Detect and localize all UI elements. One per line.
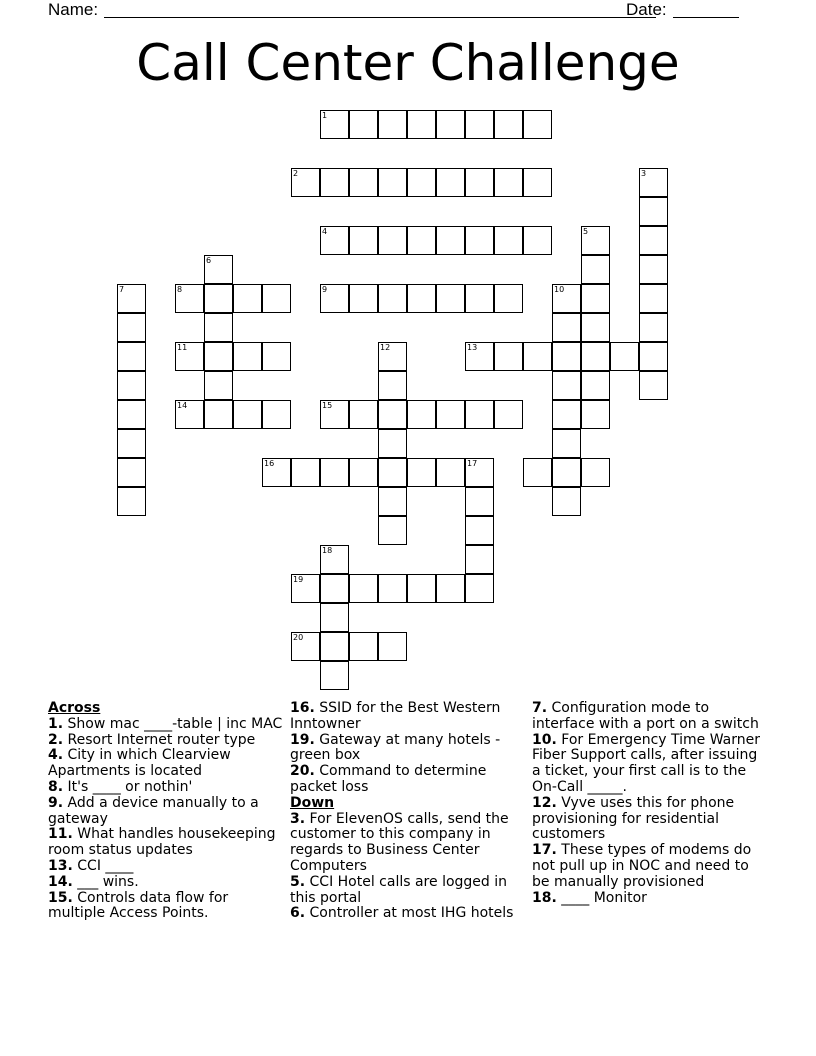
clue-number: 11. [48, 826, 73, 843]
crossword-cell[interactable] [204, 371, 233, 400]
crossword-cell[interactable] [465, 284, 494, 313]
cell-number: 9 [322, 285, 328, 294]
clue-heading: Down [290, 794, 335, 811]
crossword-cell[interactable] [436, 226, 465, 255]
crossword-cell[interactable] [639, 197, 668, 226]
crossword-cell[interactable] [552, 487, 581, 516]
crossword-cell[interactable] [349, 284, 378, 313]
clue-number: 8. [48, 778, 64, 795]
crossword-cell[interactable] [581, 313, 610, 342]
crossword-cell[interactable] [378, 632, 407, 661]
clue-text: Configuration mode to interface with a port on a switch [532, 700, 759, 732]
clue-item [290, 875, 526, 907]
crossword-cell[interactable] [291, 168, 320, 197]
crossword-cell[interactable] [407, 110, 436, 139]
crossword-cell[interactable] [349, 458, 378, 487]
crossword-cell[interactable] [175, 284, 204, 313]
cell-number: 6 [206, 256, 212, 265]
clue-item [532, 891, 768, 907]
clue-item [48, 717, 284, 733]
crossword-cell[interactable] [117, 313, 146, 342]
clue-number: 15. [48, 889, 73, 906]
crossword-cell[interactable] [552, 284, 581, 313]
crossword-cell[interactable] [378, 226, 407, 255]
crossword-cell[interactable] [117, 458, 146, 487]
clue-item [290, 733, 526, 765]
crossword-cell[interactable] [320, 400, 349, 429]
crossword-cell[interactable] [639, 255, 668, 284]
crossword-cell[interactable] [639, 284, 668, 313]
page-title: Call Center Challenge [136, 34, 680, 92]
clue-text: These types of modems do not pull up in NOC and need to be manually provisioned [532, 842, 752, 890]
clue-text: Controls data flow for multiple Access Points. [48, 889, 229, 922]
crossword-cell[interactable] [639, 168, 668, 197]
clue-text: Controller at most IHG hotels [309, 905, 514, 922]
clue-item [48, 859, 284, 875]
crossword-cell[interactable] [349, 574, 378, 603]
crossword-cell[interactable] [117, 429, 146, 458]
crossword-cell[interactable] [378, 284, 407, 313]
crossword-cell[interactable] [320, 661, 349, 690]
crossword-cell[interactable] [436, 458, 465, 487]
crossword-cell[interactable] [117, 284, 146, 313]
crossword-cell[interactable] [581, 400, 610, 429]
crossword-cell[interactable] [175, 400, 204, 429]
clues-column-3 [532, 701, 768, 906]
cell-number: 7 [119, 285, 125, 294]
crossword-cell[interactable] [407, 458, 436, 487]
clue-text: Resort Internet router type [67, 731, 256, 748]
crossword-cell[interactable] [581, 342, 610, 371]
clue-text: What handles housekeeping room status updates [48, 826, 276, 859]
clue-number: 19. [290, 731, 315, 748]
crossword-cell[interactable] [291, 632, 320, 661]
crossword-cell[interactable] [581, 255, 610, 284]
clue-item [48, 796, 284, 828]
clue-number: 18. [532, 889, 557, 906]
crossword-cell[interactable] [320, 574, 349, 603]
cell-number: 4 [322, 227, 328, 236]
crossword-cell[interactable] [552, 342, 581, 371]
crossword-cell[interactable] [407, 168, 436, 197]
clue-number: 5. [290, 873, 306, 890]
crossword-cell[interactable] [378, 516, 407, 545]
crossword-cell[interactable] [552, 400, 581, 429]
clue-text: For ElevenOS calls, send the customer to this company in regards to Business Center Computers [290, 810, 509, 874]
crossword-cell[interactable] [465, 168, 494, 197]
crossword-cell[interactable] [494, 400, 523, 429]
crossword-cell[interactable] [349, 632, 378, 661]
clue-item [48, 733, 284, 749]
clue-number: 12. [532, 794, 557, 811]
crossword-cell[interactable] [378, 487, 407, 516]
crossword-cell[interactable] [552, 313, 581, 342]
clue-item [290, 701, 526, 733]
crossword-cell[interactable] [378, 400, 407, 429]
cell-number: 10 [554, 285, 565, 294]
crossword-cell[interactable] [320, 603, 349, 632]
crossword-cell[interactable] [552, 371, 581, 400]
crossword-cell[interactable] [378, 574, 407, 603]
clue-item [532, 701, 768, 733]
crossword-cell[interactable] [494, 284, 523, 313]
crossword-cell[interactable] [465, 458, 494, 487]
clue-number: 14. [48, 873, 73, 890]
clue-text: It's ____ or nothin' [67, 778, 193, 795]
crossword-cell[interactable] [465, 516, 494, 545]
name-label: Name: [48, 0, 99, 19]
crossword-cell[interactable] [320, 226, 349, 255]
crossword-cell[interactable] [378, 429, 407, 458]
crossword-cell[interactable] [436, 574, 465, 603]
crossword-cell[interactable] [639, 226, 668, 255]
crossword-cell[interactable] [262, 284, 291, 313]
clue-text: ____ Monitor [561, 889, 647, 906]
clue-item [532, 843, 768, 890]
crossword-cell[interactable] [378, 168, 407, 197]
crossword-cell[interactable] [262, 342, 291, 371]
crossword-cell[interactable] [639, 371, 668, 400]
cell-number: 13 [467, 343, 478, 352]
crossword-cell[interactable] [494, 226, 523, 255]
cell-number: 8 [177, 285, 183, 294]
crossword-cell[interactable] [436, 168, 465, 197]
clue-text: City in which Clearview Apartments is located [48, 747, 231, 780]
crossword-cell[interactable] [552, 429, 581, 458]
crossword-cell[interactable] [349, 400, 378, 429]
crossword-cell[interactable] [407, 400, 436, 429]
crossword-cell[interactable] [204, 400, 233, 429]
clue-text: Add a device manually to a gateway [48, 794, 259, 827]
clue-text: CCI Hotel calls are logged in this portal [290, 873, 508, 906]
cell-number: 14 [177, 401, 188, 410]
crossword-cell[interactable] [349, 110, 378, 139]
cell-number: 12 [380, 343, 391, 352]
crossword-cell[interactable] [407, 284, 436, 313]
crossword-cell[interactable] [291, 458, 320, 487]
clue-text: CCI ____ [77, 857, 134, 874]
crossword-cell[interactable] [465, 342, 494, 371]
clue-text: Vyve uses this for phone provisioning for residential customers [532, 794, 735, 843]
cell-number: 19 [293, 575, 304, 584]
date-label: Date: [626, 0, 667, 19]
clue-item [48, 891, 284, 923]
clue-number: 6. [290, 905, 306, 922]
clue-item [48, 748, 284, 780]
crossword-cell[interactable] [436, 400, 465, 429]
crossword-cell[interactable] [291, 574, 320, 603]
crossword-cell[interactable] [233, 284, 262, 313]
cell-number: 16 [264, 459, 275, 468]
clue-text: ___ wins. [77, 873, 139, 890]
clue-item [48, 875, 284, 891]
clue-number: 7. [532, 700, 548, 716]
crossword-cell[interactable] [581, 371, 610, 400]
crossword-cell[interactable] [581, 284, 610, 313]
crossword-cell[interactable] [349, 226, 378, 255]
clue-text: For Emergency Time Warner Fiber Support calls, after issuing a ticket, your first call is to the On-Call _____. [532, 731, 760, 795]
crossword-cell[interactable] [233, 342, 262, 371]
crossword-cell[interactable] [523, 110, 552, 139]
crossword-cell[interactable] [204, 284, 233, 313]
crossword-cell[interactable] [465, 110, 494, 139]
clues-column-1 [48, 701, 284, 922]
crossword-cell[interactable] [204, 313, 233, 342]
crossword-cell[interactable] [465, 226, 494, 255]
clue-text: Command to determine packet loss [290, 763, 487, 795]
crossword-cell[interactable] [349, 168, 378, 197]
crossword-cell[interactable] [378, 110, 407, 139]
cell-number: 2 [293, 169, 299, 178]
clue-number: 16. [290, 700, 315, 716]
cell-number: 3 [641, 169, 647, 178]
crossword-cell[interactable] [552, 458, 581, 487]
clue-text: SSID for the Best Western Inntowner [290, 700, 501, 732]
crossword-cell[interactable] [465, 400, 494, 429]
crossword-cell[interactable] [378, 371, 407, 400]
crossword-cell[interactable] [117, 342, 146, 371]
clue-number: 20. [290, 763, 315, 780]
crossword-cell[interactable] [494, 110, 523, 139]
clue-text: Show mac ____-table | inc MAC [67, 715, 283, 732]
cell-number: 5 [583, 227, 589, 236]
clue-number: 3. [290, 810, 306, 827]
crossword-cell[interactable] [204, 255, 233, 284]
clue-item [290, 906, 526, 922]
crossword-cell[interactable] [320, 632, 349, 661]
clue-number: 13. [48, 857, 73, 874]
cell-number: 15 [322, 401, 333, 410]
crossword-cell[interactable] [378, 458, 407, 487]
clue-number: 17. [532, 842, 557, 859]
crossword-cell[interactable] [320, 168, 349, 197]
crossword-cell[interactable] [436, 284, 465, 313]
crossword-cell[interactable] [436, 110, 465, 139]
clue-item [48, 780, 284, 796]
clue-number: 1. [48, 715, 64, 732]
clue-item [532, 733, 768, 796]
crossword-cell[interactable] [639, 313, 668, 342]
crossword-cell[interactable] [465, 574, 494, 603]
crossword-cell[interactable] [233, 400, 262, 429]
crossword-cell[interactable] [204, 342, 233, 371]
clue-text: Gateway at many hotels - green box [290, 731, 501, 764]
clues-column-2 [290, 701, 526, 922]
crossword-cell[interactable] [262, 400, 291, 429]
crossword-cell[interactable] [494, 168, 523, 197]
crossword-cell[interactable] [465, 487, 494, 516]
crossword-cell[interactable] [523, 342, 552, 371]
crossword-cell[interactable] [262, 458, 291, 487]
clue-number: 4. [48, 747, 64, 764]
cell-number: 18 [322, 546, 333, 555]
crossword-cell[interactable] [523, 168, 552, 197]
crossword-cell[interactable] [117, 400, 146, 429]
crossword-cell[interactable] [320, 110, 349, 139]
crossword-cell[interactable] [407, 226, 436, 255]
cell-number: 11 [177, 343, 188, 352]
crossword-cell[interactable] [320, 458, 349, 487]
crossword-cell[interactable] [175, 342, 204, 371]
crossword-cell[interactable] [494, 342, 523, 371]
crossword-cell[interactable] [117, 487, 146, 516]
crossword-cell[interactable] [117, 371, 146, 400]
clue-number: 9. [48, 794, 64, 811]
clue-item [290, 812, 526, 875]
crossword-cell[interactable] [320, 545, 349, 574]
clue-number: 2. [48, 731, 64, 748]
cell-number: 20 [293, 633, 304, 642]
crossword-cell[interactable] [581, 226, 610, 255]
clue-item [48, 827, 284, 859]
crossword-cell[interactable] [581, 458, 610, 487]
crossword-cell[interactable] [610, 342, 639, 371]
crossword-cell[interactable] [407, 574, 436, 603]
clue-item [290, 764, 526, 796]
clue-number: 10. [532, 731, 557, 748]
cell-number: 1 [322, 111, 328, 120]
cell-number: 17 [467, 459, 478, 468]
crossword-cell[interactable] [378, 342, 407, 371]
clue-item [532, 796, 768, 843]
crossword-cell[interactable] [523, 226, 552, 255]
crossword-cell[interactable] [523, 458, 552, 487]
crossword-cell[interactable] [639, 342, 668, 371]
clue-heading: Across [48, 700, 101, 716]
crossword-cell[interactable] [465, 545, 494, 574]
crossword-cell[interactable] [320, 284, 349, 313]
